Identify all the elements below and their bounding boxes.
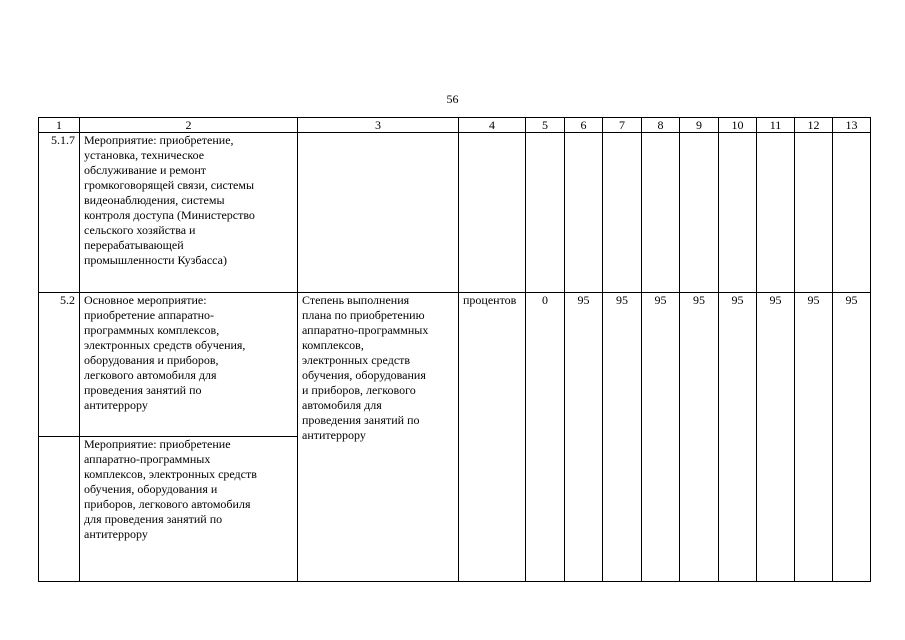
indicator-cell (298, 133, 459, 293)
text-line: Мероприятие: приобретение (84, 437, 231, 451)
value-cell: 95 (680, 293, 719, 582)
value-cell: 95 (833, 293, 871, 582)
text-line: антитеррору (84, 398, 148, 412)
text-line: промышленности Кузбасса) (84, 253, 227, 267)
header-cell: 3 (298, 118, 459, 133)
text-line: Степень выполнения (302, 293, 410, 307)
text-line: сельского хозяйства и (84, 223, 196, 237)
value-cell (757, 133, 795, 293)
text-line: перерабатывающей (84, 238, 184, 252)
header-cell: 11 (757, 118, 795, 133)
text-line: обучения, оборудования и (84, 482, 218, 496)
table-row (39, 133, 871, 293)
value-cell (603, 133, 642, 293)
text-line: комплексов, электронных средств (84, 467, 257, 481)
text-line: громкоговорящей связи, системы (84, 178, 255, 192)
text-line: приобретение аппаратно- (84, 308, 215, 322)
unit-cell (459, 133, 526, 293)
text-line: видеонаблюдения, системы (84, 193, 225, 207)
header-cell: 13 (833, 118, 871, 133)
text-line: антитеррору (302, 428, 366, 442)
text-line: приборов, легкового автомобиля (84, 497, 251, 511)
row-number (39, 437, 80, 582)
text-line: аппаратно-программных (302, 323, 429, 337)
text-line: обучения, оборудования (302, 368, 426, 382)
value-cell (795, 133, 833, 293)
value-cell (719, 133, 757, 293)
header-cell: 2 (80, 118, 298, 133)
measure-name-cell (80, 133, 298, 293)
value-cell: 95 (795, 293, 833, 582)
value-cell (680, 133, 719, 293)
text-line: проведения занятий по (302, 413, 420, 427)
text-line: для проведения занятий по (84, 512, 223, 526)
text-line: Основное мероприятие: (84, 293, 207, 307)
text-line: антитеррору (84, 527, 148, 541)
value-cell (565, 133, 603, 293)
header-cell: 6 (565, 118, 603, 133)
indicator-cell (298, 293, 459, 582)
header-cell: 12 (795, 118, 833, 133)
value-cell (833, 133, 871, 293)
header-cell: 9 (680, 118, 719, 133)
value-cell: 95 (565, 293, 603, 582)
header-cell: 8 (642, 118, 680, 133)
page-number: 56 (446, 92, 459, 106)
table-header-row (39, 118, 871, 133)
value-cell: 95 (603, 293, 642, 582)
value-cell: 95 (642, 293, 680, 582)
measure-name-cell (80, 437, 298, 582)
text-line: и приборов, легкового (302, 383, 416, 397)
text-line: контроля доступа (Министерство (84, 208, 255, 222)
row-number: 5.1.7 (39, 133, 80, 293)
text-line: аппаратно-программных (84, 452, 211, 466)
value-cell: 95 (757, 293, 795, 582)
unit-cell: процентов (459, 293, 526, 582)
text-line: электронных средств обучения, (84, 338, 246, 352)
program-table (38, 117, 871, 582)
text-line: плана по приобретению (302, 308, 425, 322)
value-cell: 0 (526, 293, 565, 582)
text-line: обслуживание и ремонт (84, 163, 206, 177)
value-cell (642, 133, 680, 293)
text-line: Мероприятие: приобретение, (84, 133, 234, 147)
row-number: 5.2 (39, 293, 80, 437)
header-cell: 4 (459, 118, 526, 133)
value-cell: 95 (719, 293, 757, 582)
header-cell: 5 (526, 118, 565, 133)
text-line: проведения занятий по (84, 383, 202, 397)
table-row (39, 293, 871, 437)
header-cell: 7 (603, 118, 642, 133)
text-line: комплексов, (302, 338, 364, 352)
text-line: программных комплексов, (84, 323, 220, 337)
value-cell (526, 133, 565, 293)
header-cell: 1 (39, 118, 80, 133)
text-line: автомобиля для (302, 398, 382, 412)
header-cell: 10 (719, 118, 757, 133)
text-line: оборудования и приборов, (84, 353, 219, 367)
text-line: легкового автомобиля для (84, 368, 217, 382)
measure-name-cell (80, 293, 298, 437)
text-line: электронных средств (302, 353, 411, 367)
text-line: установка, техническое (84, 148, 205, 162)
